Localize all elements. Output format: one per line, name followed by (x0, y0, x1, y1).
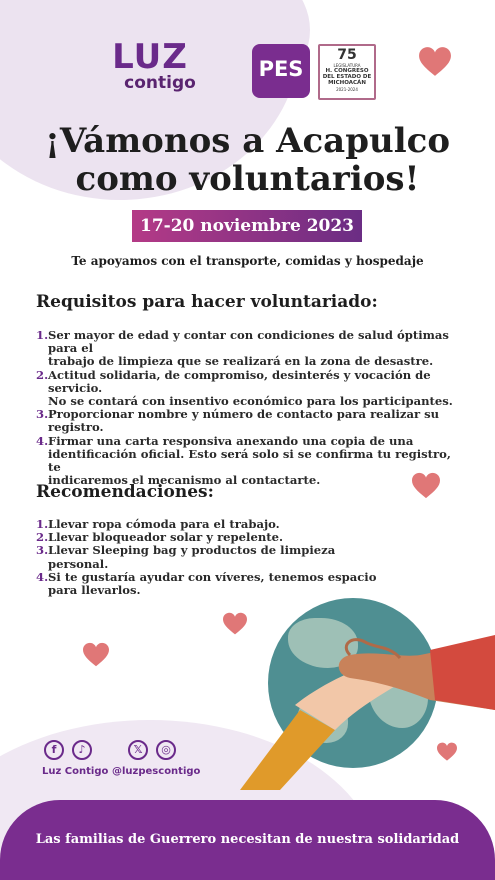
social-group-left (44, 740, 92, 760)
item-line: trabajo de limpieza que se realizará en la zona de desastre. (48, 354, 434, 369)
congreso-legislatura: LEGISLATURA (333, 63, 361, 68)
recomendaciones-heading: Recomendaciones: (36, 482, 214, 502)
luz-contigo-logo (100, 37, 200, 93)
item-number: 4. (36, 569, 49, 584)
date-badge: 17-20 noviembre 2023 (132, 210, 362, 242)
congreso-logo (318, 44, 376, 100)
item-number: 1. (36, 328, 49, 342)
item-line: registro. (48, 420, 104, 435)
item-line: Llevar bloqueador solar y repelente. (48, 530, 284, 545)
logo-luz-text: LUZ (112, 37, 188, 77)
congreso-line3: MICHOACÁN (328, 80, 366, 86)
list-item (36, 544, 416, 570)
title-line-2: como voluntarios! (75, 159, 420, 199)
congreso-years: 2021-2024 (336, 87, 358, 92)
item-line: Actitud solidaria, de compromiso, desinterés y vocación de servicio. (48, 367, 431, 395)
requisitos-heading: Requisitos para hacer voluntariado: (36, 292, 378, 312)
subtitle: Te apoyamos con el transporte, comidas y hospedaje (71, 254, 424, 268)
item-line: No se contará con insentivo económico para los participantes. (48, 394, 453, 409)
instagram-icon[interactable]: ◎ (156, 740, 176, 760)
facebook-icon[interactable]: f (44, 740, 64, 760)
requisitos-list (36, 329, 466, 487)
item-line: Si te gustaría ayudar con víveres, tenemos espacio (48, 569, 377, 584)
x-icon[interactable]: 𝕏 (128, 740, 148, 760)
item-line: identificación oficial. Esto será solo si se confirma tu registro, te (48, 446, 451, 475)
item-line: indicaremos el mecanismo al contactarte. (48, 473, 321, 488)
list-item (36, 329, 466, 369)
list-item (36, 408, 466, 434)
list-item (36, 369, 466, 409)
item-line: Ser mayor de edad y contar con condiciones de salud óptimas para el (48, 328, 449, 356)
social-label-right: @luzpescontigo (112, 766, 201, 777)
item-line: Llevar ropa cómoda para el trabajo. (48, 517, 280, 531)
tiktok-icon[interactable]: ♪ (72, 740, 92, 760)
page-title (0, 122, 495, 198)
social-label-left: Luz Contigo (42, 766, 109, 777)
item-number: 3. (36, 407, 49, 422)
item-line: Llevar Sleeping bag y productos de limpieza (48, 543, 336, 558)
list-item (36, 435, 466, 488)
recomendaciones-list (36, 518, 416, 597)
item-line: personal. (48, 556, 109, 571)
title-line-1: ¡Vámonos a Acapulco (44, 121, 450, 161)
footer-text: Las familias de Guerrero necesitan de nuestra solidaridad (35, 832, 460, 847)
item-number: 2. (36, 367, 49, 382)
item-line: Proporcionar nombre y número de contacto para realizar su (48, 407, 440, 422)
item-number: 2. (36, 530, 49, 545)
congreso-number: 75 (337, 47, 357, 63)
social-group-right (128, 740, 176, 760)
handshake-illustration (240, 630, 495, 790)
heart-icon (418, 46, 452, 78)
item-number: 3. (36, 543, 49, 558)
item-line: para llevarlos. (48, 583, 141, 598)
congreso-line2: DEL ESTADO DE (322, 74, 372, 80)
congreso-line1: H. CONGRESO (325, 68, 369, 74)
item-number: 1. (36, 517, 49, 531)
heart-icon (82, 642, 110, 668)
pes-logo: PES (252, 44, 310, 98)
list-item (36, 571, 416, 597)
item-line: Firmar una carta responsiva anexando una copia de una (48, 433, 414, 448)
item-number: 4. (36, 433, 49, 448)
logo-contigo-text: contigo (124, 73, 196, 93)
